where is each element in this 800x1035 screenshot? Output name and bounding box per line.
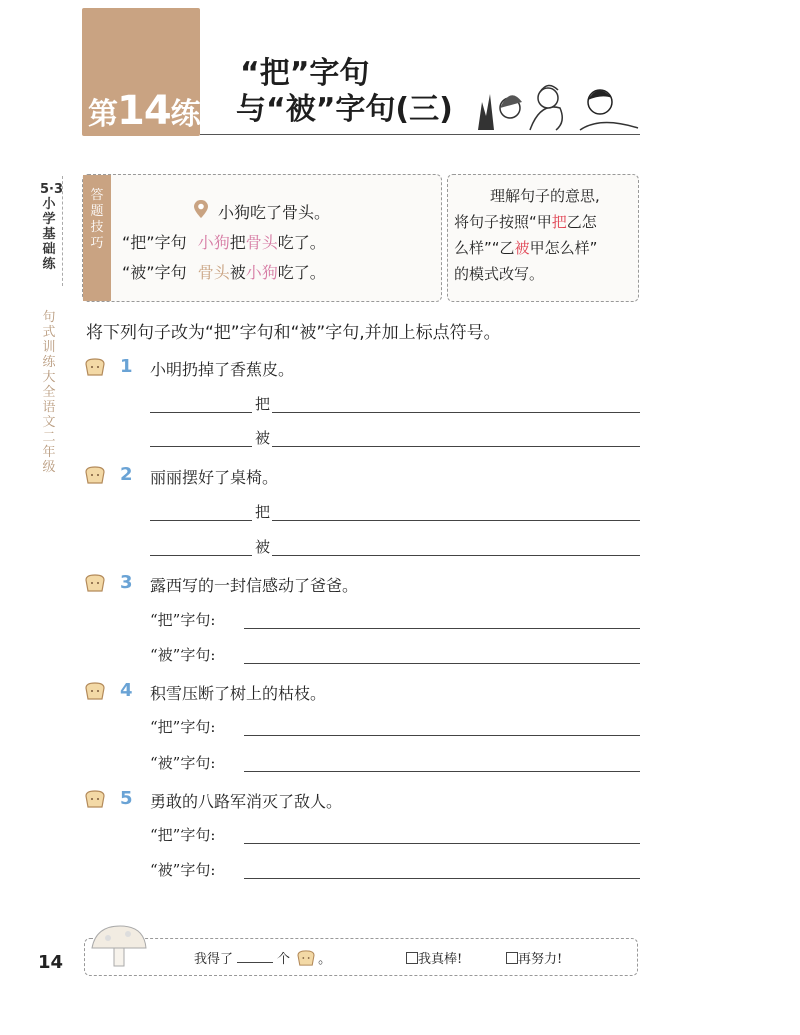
- question-number: 4: [120, 680, 133, 701]
- question-number: 1: [120, 356, 133, 377]
- answer-blank[interactable]: [272, 412, 640, 413]
- score-blank[interactable]: [237, 962, 273, 963]
- fill-keyword: 被: [255, 429, 271, 447]
- bread-icon: [296, 950, 316, 966]
- question-text: 勇敢的八路军消灭了敌人。: [150, 792, 343, 811]
- question-text: 露西写的一封信感动了爸爸。: [150, 576, 359, 595]
- try-again-checkbox[interactable]: [506, 952, 518, 964]
- answer-blank[interactable]: [272, 446, 640, 447]
- hint-line-3: [454, 235, 634, 261]
- hint-line-4: 的模式改写。: [454, 265, 545, 283]
- lesson-number-label: [88, 88, 200, 134]
- ba-keyword: 把: [229, 233, 246, 252]
- hint-text: [454, 183, 634, 287]
- title-line-2: 与“被”字句(三): [236, 92, 453, 127]
- hint-bei-keyword: 被: [514, 239, 530, 257]
- answer-blank[interactable]: [244, 771, 640, 772]
- page-number: 14: [38, 952, 64, 973]
- fill-keyword: 被: [255, 538, 271, 556]
- great-option[interactable]: [406, 948, 462, 967]
- bei-subject: 骨头: [197, 263, 230, 282]
- mushroom-icon: [88, 922, 150, 970]
- try-again-label: 再努力!: [518, 952, 563, 967]
- hint-line-2: [454, 209, 634, 235]
- location-pin-icon: [193, 199, 209, 219]
- great-checkbox[interactable]: [406, 952, 418, 964]
- hint-line-3c: 甲怎么样”: [529, 239, 598, 257]
- answer-blank[interactable]: [150, 446, 252, 447]
- tips-example-sentence: 小狗吃了骨头。: [218, 203, 331, 222]
- ba-sentence-label: “把”字句:: [150, 826, 216, 844]
- tips-tab-label: 答题技巧: [90, 188, 104, 251]
- bread-icon: [84, 358, 106, 376]
- lesson-suffix: 练: [170, 97, 200, 132]
- bei-label: “被”字句: [122, 263, 187, 282]
- bei-sentence-label: “被”字句:: [150, 646, 216, 664]
- series-label: 5·3小学基础练: [40, 182, 64, 272]
- ba-label: “把”字句: [122, 233, 187, 252]
- bread-icon: [84, 574, 106, 592]
- title-line-1: “把”字句: [240, 56, 370, 91]
- question-text: 丽丽摆好了桌椅。: [150, 468, 279, 487]
- question-text: 积雪压断了树上的枯枝。: [150, 684, 327, 703]
- bread-icon: [84, 466, 106, 484]
- earned-suffix: 个: [277, 952, 291, 967]
- ba-sentence-label: “把”字句:: [150, 611, 216, 629]
- question-number: 5: [120, 788, 133, 809]
- ba-subject: 小狗: [197, 233, 230, 252]
- question-number: 2: [120, 464, 133, 485]
- hint-line-3a: 么样”“乙: [454, 239, 515, 257]
- bei-agent: 小狗: [245, 263, 278, 282]
- hint-line-2c: 乙怎: [566, 213, 597, 231]
- question-number: 3: [120, 572, 133, 593]
- bei-verb: 吃了。: [277, 263, 326, 282]
- fill-keyword: 把: [255, 503, 271, 521]
- earned-end: 。: [318, 952, 332, 967]
- ba-object: 骨头: [245, 233, 278, 252]
- earned-prefix: 我得了: [194, 952, 234, 967]
- answer-blank[interactable]: [150, 520, 252, 521]
- score-text: [194, 948, 331, 967]
- lesson-prefix: 第: [88, 97, 117, 132]
- bread-icon: [84, 790, 106, 808]
- bei-keyword: 被: [229, 263, 246, 282]
- question-text: 小明扔掉了香蕉皮。: [150, 360, 295, 379]
- ba-sentence-label: “把”字句:: [150, 718, 216, 736]
- hint-line-1: 理解句子的意思,: [490, 187, 600, 205]
- bei-sentence-label: “被”字句:: [150, 754, 216, 772]
- book-label: 句式训练大全 语文 二年级: [42, 310, 56, 475]
- answer-blank[interactable]: [272, 520, 640, 521]
- answer-blank[interactable]: [150, 412, 252, 413]
- answer-blank[interactable]: [150, 555, 252, 556]
- tips-ba-row: [122, 230, 326, 253]
- fill-keyword: 把: [255, 395, 271, 413]
- bei-sentence-label: “被”字句:: [150, 861, 216, 879]
- page-title: [236, 56, 453, 128]
- great-label: 我真棒!: [418, 952, 463, 967]
- hint-line-2a: 将句子按照“甲: [454, 213, 552, 231]
- answer-blank[interactable]: [244, 628, 640, 629]
- bread-icon: [84, 682, 106, 700]
- hint-ba-keyword: 把: [551, 213, 567, 231]
- answer-blank[interactable]: [244, 878, 640, 879]
- ba-verb: 吃了。: [277, 233, 326, 252]
- try-again-option[interactable]: [506, 948, 562, 967]
- lesson-number: 14: [117, 88, 171, 134]
- answer-blank[interactable]: [272, 555, 640, 556]
- side-divider: [62, 176, 63, 286]
- answer-blank[interactable]: [244, 663, 640, 664]
- tips-bei-row: [122, 260, 326, 283]
- answer-blank[interactable]: [244, 735, 640, 736]
- kids-illustration: [470, 72, 640, 134]
- header-divider: [200, 134, 640, 135]
- answer-blank[interactable]: [244, 843, 640, 844]
- instruction: 将下列句子改为“把”字句和“被”字句,并加上标点符号。: [86, 323, 501, 343]
